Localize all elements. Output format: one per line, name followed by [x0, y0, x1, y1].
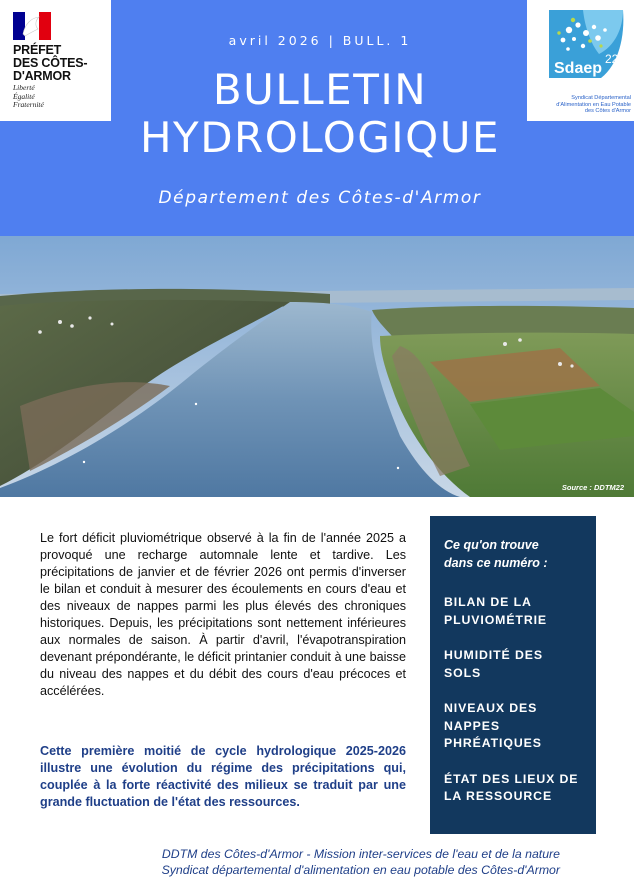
contents-item-line: HUMIDITÉ DES	[444, 648, 543, 662]
intro-paragraph: Le fort déficit pluviométrique observé à la fin de l'année 2025 a provoqué une recharge automnale lente et tardive. Les précipitations de janvier et de février 2026 ont permis d'inverser le bilan et conduit à mesurer des écoulements en cours d'eau et des niveaux de nappes parmi les plus élevés des chroniques historiques. Depuis, les précipitations sont nettement inférieures aux normales de saison. À partir d'avril, l'évapotranspiration devenant prépondérante, le déficit printanier conduit à une baisse du niveau des nappes et du débit des cours d'eau précoces et accélérées.	[40, 531, 406, 698]
prefet-title-line: D'ARMOR	[13, 69, 71, 83]
contents-item-line: ÉTAT DES LIEUX DE	[444, 771, 579, 786]
footer	[60, 846, 560, 878]
motto-line: Égalité	[13, 91, 35, 101]
photo-credit: Source : DDTM22	[561, 483, 624, 492]
contents-item-humidite-sols[interactable]	[444, 647, 582, 682]
contents-heading-line: dans ce numéro :	[444, 556, 548, 570]
conclusion-paragraph: Cette première moitié de cycle hydrologique 2025-2026 illustre une évolution du régime des précipitations qui, couplée à la forte réactivité des milieux se traduit par une grande fluctuation de l'état des ressources.	[40, 744, 406, 809]
contents-item-line: SOLS	[444, 665, 482, 680]
page-title-line: HYDROLOGIQUE	[139, 113, 501, 162]
sdaep-caption	[531, 95, 631, 115]
contents-item-line: NIVEAUX DES	[444, 701, 538, 715]
page-subtitle: Département des Côtes-d'Armor	[158, 188, 482, 208]
contents-heading	[444, 536, 582, 572]
contents-item-nappes[interactable]	[444, 700, 582, 753]
estuary-photo-image	[0, 236, 634, 497]
sdaep-logo	[539, 6, 629, 86]
motto-line: Fraternité	[13, 100, 44, 109]
contents-item-line: BILAN DE LA	[444, 595, 532, 609]
page-title	[110, 66, 530, 162]
sdaep-caption-line: Syndicat Départemental	[571, 95, 631, 101]
prefet-logo-block	[0, 0, 111, 121]
contents-item-line: PHRÉATIQUES	[444, 736, 542, 750]
header-band	[0, 0, 634, 236]
footer-line: DDTM des Côtes-d'Armor - Mission inter-services de l'eau et de la nature	[161, 847, 560, 861]
footer-line: Syndicat départemental d'alimentation en eau potable des Côtes-d'Armor	[161, 863, 560, 877]
motto-line: Liberté	[13, 83, 35, 92]
issue-line: avril 2026 | BULL. 1	[228, 33, 412, 48]
sdaep-logo-block	[527, 0, 634, 121]
contents-item-line: PLUVIOMÉTRIE	[444, 612, 548, 627]
page-title-line: BULLETIN	[212, 65, 428, 114]
contents-item-ressource[interactable]	[444, 771, 582, 806]
contents-item-line: LA RESSOURCE	[444, 789, 553, 803]
contents-heading-line: Ce qu'on trouve	[444, 538, 539, 552]
sdaep-caption-line: d'Alimentation en Eau Potable	[556, 101, 631, 108]
prefet-title-line: DES CÔTES-	[13, 56, 88, 70]
contents-sidebar	[430, 516, 596, 834]
contents-item-pluviometrie[interactable]	[444, 594, 582, 629]
prefet-title	[13, 44, 109, 83]
marianne-logo	[13, 12, 51, 40]
estuary-photo	[0, 236, 634, 497]
contents-item-line: NAPPES	[444, 718, 500, 733]
sdaep-logo-number: 22	[605, 52, 619, 66]
republic-motto	[13, 84, 93, 110]
sdaep-caption-line: des Côtes d'Armor	[584, 108, 631, 114]
prefet-title-line: PRÉFET	[13, 43, 62, 57]
sdaep-logo-text: Sdaep	[554, 60, 603, 77]
